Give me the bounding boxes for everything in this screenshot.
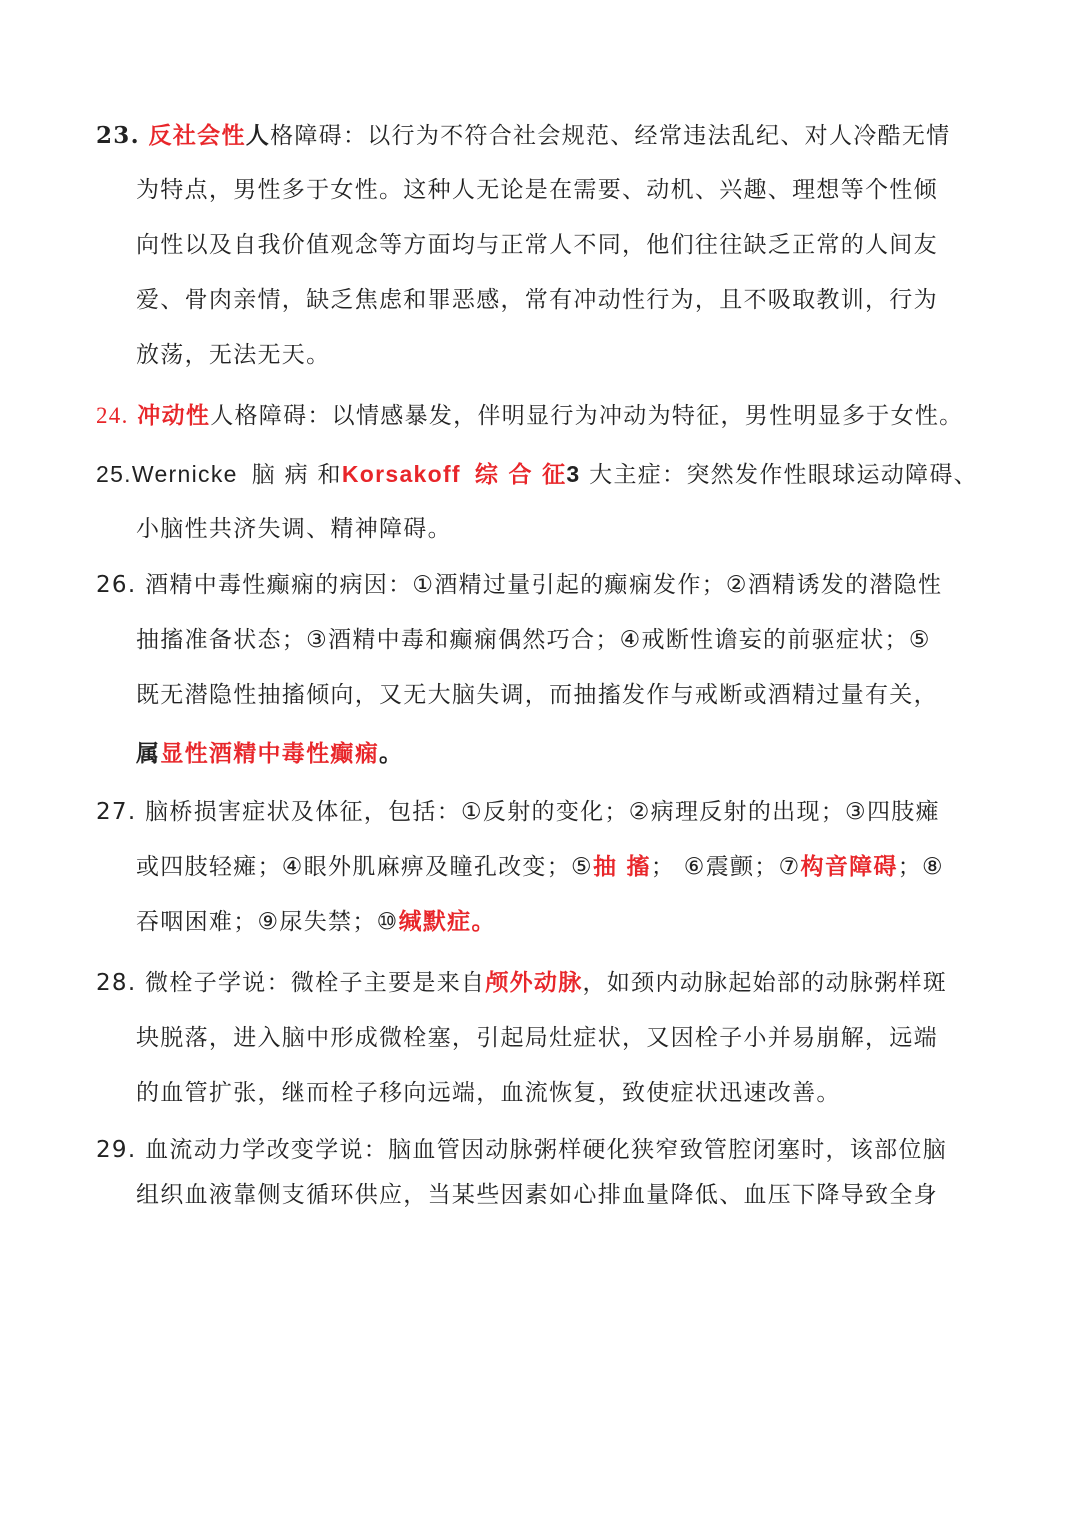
item-26-shu: 属 bbox=[136, 741, 161, 767]
item-23-term-tail: 人 bbox=[245, 123, 271, 149]
item-25-three: 3 bbox=[566, 461, 581, 487]
item-26-term: 显性酒精中毒性癫痫 bbox=[160, 741, 380, 767]
item-27-text: 脑桥损害症状及体征，包括：①反射的变化；②病理反射的出现；③四肢瘫 bbox=[145, 799, 940, 825]
item-23-line-5: 放荡，无法无天。 bbox=[136, 342, 331, 368]
item-25-line-1 bbox=[96, 447, 980, 502]
item-24-number: 24. bbox=[96, 403, 129, 428]
item-24 bbox=[96, 388, 980, 443]
item-28 bbox=[96, 956, 980, 1121]
item-27-line-2-e: ；⑧ bbox=[897, 854, 944, 880]
item-27-term-convulsion: 抽 搐 bbox=[592, 854, 651, 880]
item-28-line-1 bbox=[96, 956, 980, 1011]
item-25-wernicke: Wernicke bbox=[131, 461, 238, 487]
item-23-text: 格障碍：以行为不符合社会规范、经常违法乱纪、对人冷酷无情 bbox=[270, 123, 951, 149]
item-27-line-2-c: ； ⑥震颤；⑦ bbox=[650, 854, 801, 880]
item-23-line-3: 向性以及自我价值观念等方面均与正常人不同，他们往往缺乏正常的人间友 bbox=[136, 232, 938, 258]
item-26-line-4 bbox=[96, 727, 980, 782]
item-28-line-2: 块脱落，进入脑中形成微栓塞，引起局灶症状，又因栓子小并易崩解，远端 bbox=[136, 1025, 938, 1051]
item-25-korsakoff: Korsakoff bbox=[341, 461, 461, 487]
item-27-line-1 bbox=[96, 785, 980, 840]
item-26-text: 酒精中毒性癫痫的病因：①酒精过量引起的癫痫发作；②酒精诱发的潜隐性 bbox=[145, 572, 943, 598]
item-26-number: 26. bbox=[96, 572, 137, 598]
item-27-number: 27. bbox=[96, 799, 137, 825]
item-25-text-a: 脑 病 和 bbox=[251, 462, 342, 488]
item-27-term-dysarthria: 构音障碍 bbox=[800, 854, 898, 880]
item-23-number: 23. bbox=[96, 122, 140, 149]
item-29 bbox=[96, 1123, 980, 1223]
item-26 bbox=[96, 558, 980, 782]
item-26-line-3: 既无潜隐性抽搐倾向，又无大脑失调，而抽搐发作与戒断或酒精过量有关， bbox=[136, 682, 938, 708]
item-28-number: 28. bbox=[96, 970, 137, 996]
item-27-term-mutism: 缄默症。 bbox=[398, 909, 496, 935]
item-26-line-2: 抽搐准备状态；③酒精中毒和癫痫偶然巧合；④戒断性谵妄的前驱症状；⑤ bbox=[136, 627, 931, 653]
item-24-term: 冲动性 bbox=[137, 403, 211, 429]
item-27-line-3 bbox=[96, 895, 980, 950]
item-28-text-c: ，如颈内动脉起始部的动脉粥样斑 bbox=[582, 970, 948, 996]
item-27-line-3-a: 吞咽困难；⑨尿失禁；⑩ bbox=[136, 909, 399, 935]
item-29-line-1 bbox=[96, 1123, 980, 1168]
item-23-term: 反社会性 bbox=[148, 123, 246, 149]
item-28-line-3: 的血管扩张，继而栓子移向远端，血流恢复，致使症状迅速改善。 bbox=[136, 1080, 841, 1106]
item-23-line-2: 为特点，男性多于女性。这种人无论是在需要、动机、兴趣、理想等个性倾 bbox=[136, 177, 938, 203]
item-29-text: 血流动力学改变学说：脑血管因动脉粥样硬化狭窄致管腔闭塞时，该部位脑 bbox=[145, 1137, 948, 1163]
item-26-period: 。 bbox=[379, 741, 404, 767]
item-27-line-2-a: 或四肢轻瘫；④眼外肌麻痹及瞳孔改变；⑤ bbox=[136, 854, 593, 880]
item-23-line-1 bbox=[96, 108, 980, 163]
item-26-line-1 bbox=[96, 558, 980, 613]
item-24-line-1 bbox=[96, 388, 980, 443]
item-25-syndrome: 综 合 征 bbox=[474, 462, 567, 488]
item-28-text-a: 微栓子学说：微栓子主要是来自 bbox=[145, 970, 486, 996]
item-29-line-2: 组织血液靠侧支循环供应，当某些因素如心排血量降低、血压下降导致全身 bbox=[136, 1182, 938, 1208]
item-29-number: 29. bbox=[96, 1137, 137, 1163]
item-25-line-2: 小脑性共济失调、精神障碍。 bbox=[136, 516, 452, 542]
item-23-line-4: 爱、骨肉亲情，缺乏焦虑和罪恶感，常有冲动性行为，且不吸取教训，行为 bbox=[136, 287, 938, 313]
item-25-number: 25. bbox=[96, 461, 132, 487]
item-28-term: 颅外动脉 bbox=[485, 970, 583, 996]
item-23 bbox=[96, 108, 980, 383]
item-27 bbox=[96, 785, 980, 950]
item-27-line-2 bbox=[96, 840, 980, 895]
item-25-text-b: 大主症：突然发作性眼球运动障碍、 bbox=[589, 462, 978, 488]
item-25 bbox=[96, 447, 980, 557]
item-24-text: 人格障碍：以情感暴发，伴明显行为冲动为特征，男性明显多于女性。 bbox=[210, 403, 964, 429]
